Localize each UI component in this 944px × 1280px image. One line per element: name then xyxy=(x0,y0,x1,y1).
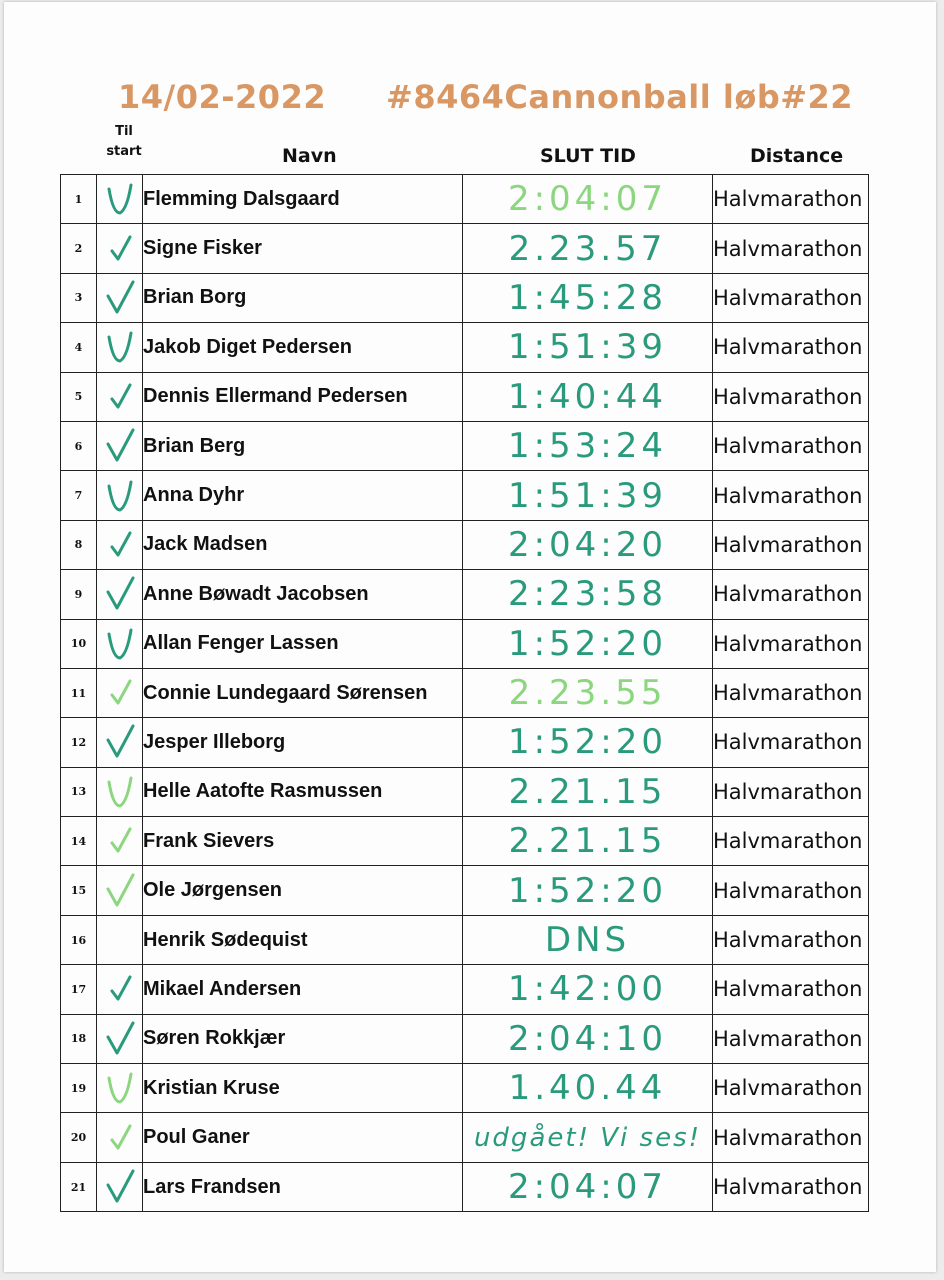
runner-name: Connie Lundegaard Sørensen xyxy=(143,668,463,717)
distance-value: Halvmarathon xyxy=(713,619,869,668)
row-number: 20 xyxy=(61,1113,97,1162)
table-row xyxy=(61,1014,869,1063)
row-number: 14 xyxy=(61,817,97,866)
distance-value: Halvmarathon xyxy=(713,718,869,767)
distance-value: Halvmarathon xyxy=(713,421,869,470)
til-start-line2: start xyxy=(106,144,142,159)
checkmark-icon xyxy=(103,278,137,318)
distance-value: Halvmarathon xyxy=(713,273,869,322)
checkmark-icon xyxy=(103,229,137,269)
runner-name: Jack Madsen xyxy=(143,520,463,569)
distance-value: Halvmarathon xyxy=(713,866,869,915)
finish-time: DNS xyxy=(463,915,713,964)
checkmark-icon xyxy=(103,772,137,812)
runner-name: Poul Ganer xyxy=(143,1113,463,1162)
til-start-cell xyxy=(97,1014,143,1063)
checkmark-icon xyxy=(103,624,137,664)
runner-name: Henrik Sødequist xyxy=(143,915,463,964)
row-number: 2 xyxy=(61,224,97,273)
table-row xyxy=(61,817,869,866)
distance-value: Halvmarathon xyxy=(713,372,869,421)
distance-value: Halvmarathon xyxy=(713,1162,869,1211)
runner-name: Anne Bøwadt Jacobsen xyxy=(143,570,463,619)
col-header-distance: Distance xyxy=(750,145,844,167)
runner-name: Søren Rokkjær xyxy=(143,1014,463,1063)
til-start-cell xyxy=(97,767,143,816)
row-number: 5 xyxy=(61,372,97,421)
runner-name: Frank Sievers xyxy=(143,817,463,866)
finish-time: 2.23.55 xyxy=(463,668,713,717)
table-row xyxy=(61,323,869,372)
finish-time: 1:51:39 xyxy=(463,471,713,520)
runner-name: Brian Borg xyxy=(143,273,463,322)
distance-value: Halvmarathon xyxy=(713,471,869,520)
distance-value: Halvmarathon xyxy=(713,323,869,372)
finish-time: 2.21.15 xyxy=(463,767,713,816)
row-number: 8 xyxy=(61,520,97,569)
runner-name: Ole Jørgensen xyxy=(143,866,463,915)
til-start-cell xyxy=(97,668,143,717)
til-start-cell xyxy=(97,866,143,915)
col-header-til-start xyxy=(102,122,146,162)
table-row xyxy=(61,668,869,717)
finish-time: 1.40.44 xyxy=(463,1064,713,1113)
col-header-navn: Navn xyxy=(282,145,337,167)
finish-time: 1:53:24 xyxy=(463,421,713,470)
runner-name: Allan Fenger Lassen xyxy=(143,619,463,668)
distance-value: Halvmarathon xyxy=(713,224,869,273)
finish-time: 2:04:20 xyxy=(463,520,713,569)
runner-name: Lars Frandsen xyxy=(143,1162,463,1211)
col-header-slut-tid: SLUT TID xyxy=(540,145,636,167)
distance-value: Halvmarathon xyxy=(713,1064,869,1113)
table-row xyxy=(61,224,869,273)
checkmark-icon xyxy=(103,722,137,762)
runner-name: Dennis Ellermand Pedersen xyxy=(143,372,463,421)
row-number: 9 xyxy=(61,570,97,619)
checkmark-icon xyxy=(103,377,137,417)
table-row xyxy=(61,767,869,816)
til-start-cell xyxy=(97,421,143,470)
row-number: 1 xyxy=(61,175,97,224)
row-number: 4 xyxy=(61,323,97,372)
distance-value: Halvmarathon xyxy=(713,817,869,866)
til-start-cell xyxy=(97,323,143,372)
distance-value: Halvmarathon xyxy=(713,1113,869,1162)
results-table xyxy=(60,174,869,1212)
finish-time: 1:42:00 xyxy=(463,965,713,1014)
table-row xyxy=(61,718,869,767)
til-start-cell xyxy=(97,273,143,322)
distance-value: Halvmarathon xyxy=(713,915,869,964)
runner-name: Flemming Dalsgaard xyxy=(143,175,463,224)
distance-value: Halvmarathon xyxy=(713,767,869,816)
table-row xyxy=(61,175,869,224)
checkmark-icon xyxy=(103,426,137,466)
runner-name: Jesper Illeborg xyxy=(143,718,463,767)
distance-value: Halvmarathon xyxy=(713,175,869,224)
table-row xyxy=(61,421,869,470)
til-start-cell xyxy=(97,224,143,273)
table-row xyxy=(61,915,869,964)
checkmark-icon xyxy=(103,969,137,1009)
finish-time: 2.23.57 xyxy=(463,224,713,273)
distance-value: Halvmarathon xyxy=(713,520,869,569)
til-start-line1: Til xyxy=(115,124,133,139)
row-number: 12 xyxy=(61,718,97,767)
table-row xyxy=(61,965,869,1014)
finish-time: 2:23:58 xyxy=(463,570,713,619)
runner-name: Anna Dyhr xyxy=(143,471,463,520)
table-row xyxy=(61,372,869,421)
finish-time: 2:04:07 xyxy=(463,1162,713,1211)
runner-name: Brian Berg xyxy=(143,421,463,470)
til-start-cell xyxy=(97,1162,143,1211)
row-number: 19 xyxy=(61,1064,97,1113)
til-start-cell xyxy=(97,372,143,421)
row-number: 11 xyxy=(61,668,97,717)
til-start-cell xyxy=(97,570,143,619)
row-number: 15 xyxy=(61,866,97,915)
checkmark-icon xyxy=(103,1118,137,1158)
race-date: 14/02-2022 xyxy=(118,78,327,116)
checkmark-icon xyxy=(103,1019,137,1059)
finish-time: 1:52:20 xyxy=(463,866,713,915)
table-row xyxy=(61,866,869,915)
distance-value: Halvmarathon xyxy=(713,1014,869,1063)
til-start-cell xyxy=(97,1113,143,1162)
row-number: 18 xyxy=(61,1014,97,1063)
runner-name: Helle Aatofte Rasmussen xyxy=(143,767,463,816)
til-start-cell xyxy=(97,619,143,668)
finish-time: 2:04:07 xyxy=(463,175,713,224)
finish-time: 1:52:20 xyxy=(463,718,713,767)
row-number: 16 xyxy=(61,915,97,964)
runner-name: Signe Fisker xyxy=(143,224,463,273)
checkmark-icon xyxy=(103,1068,137,1108)
distance-value: Halvmarathon xyxy=(713,965,869,1014)
table-row xyxy=(61,1113,869,1162)
finish-time: 2.21.15 xyxy=(463,817,713,866)
runner-name: Mikael Andersen xyxy=(143,965,463,1014)
row-number: 10 xyxy=(61,619,97,668)
row-number: 3 xyxy=(61,273,97,322)
distance-value: Halvmarathon xyxy=(713,668,869,717)
til-start-cell xyxy=(97,175,143,224)
table-row xyxy=(61,1162,869,1211)
row-number: 13 xyxy=(61,767,97,816)
checkmark-icon xyxy=(103,673,137,713)
finish-time: 1:51:39 xyxy=(463,323,713,372)
til-start-cell xyxy=(97,520,143,569)
runner-name: Kristian Kruse xyxy=(143,1064,463,1113)
til-start-cell xyxy=(97,965,143,1014)
finish-time: 2:04:10 xyxy=(463,1014,713,1063)
checkmark-icon xyxy=(103,574,137,614)
table-row xyxy=(61,273,869,322)
checkmark-icon xyxy=(103,1167,137,1207)
til-start-cell xyxy=(97,718,143,767)
checkmark-icon xyxy=(103,179,137,219)
til-start-cell xyxy=(97,1064,143,1113)
finish-time: 1:40:44 xyxy=(463,372,713,421)
checkmark-icon xyxy=(103,327,137,367)
finish-time: 1:52:20 xyxy=(463,619,713,668)
table-row xyxy=(61,520,869,569)
table-row xyxy=(61,471,869,520)
table-row xyxy=(61,570,869,619)
finish-time: udgået! Vi ses! xyxy=(463,1113,713,1162)
til-start-cell xyxy=(97,471,143,520)
checkmark-icon xyxy=(103,476,137,516)
checkmark-icon xyxy=(103,525,137,565)
finish-time: 1:45:28 xyxy=(463,273,713,322)
row-number: 21 xyxy=(61,1162,97,1211)
row-number: 6 xyxy=(61,421,97,470)
checkmark-icon xyxy=(103,821,137,861)
table-row xyxy=(61,1064,869,1113)
checkmark-icon xyxy=(103,871,137,911)
row-number: 7 xyxy=(61,471,97,520)
race-title: #8464Cannonball løb#22 xyxy=(386,78,854,116)
row-number: 17 xyxy=(61,965,97,1014)
distance-value: Halvmarathon xyxy=(713,570,869,619)
til-start-cell xyxy=(97,915,143,964)
runner-name: Jakob Diget Pedersen xyxy=(143,323,463,372)
til-start-cell xyxy=(97,817,143,866)
table-row xyxy=(61,619,869,668)
